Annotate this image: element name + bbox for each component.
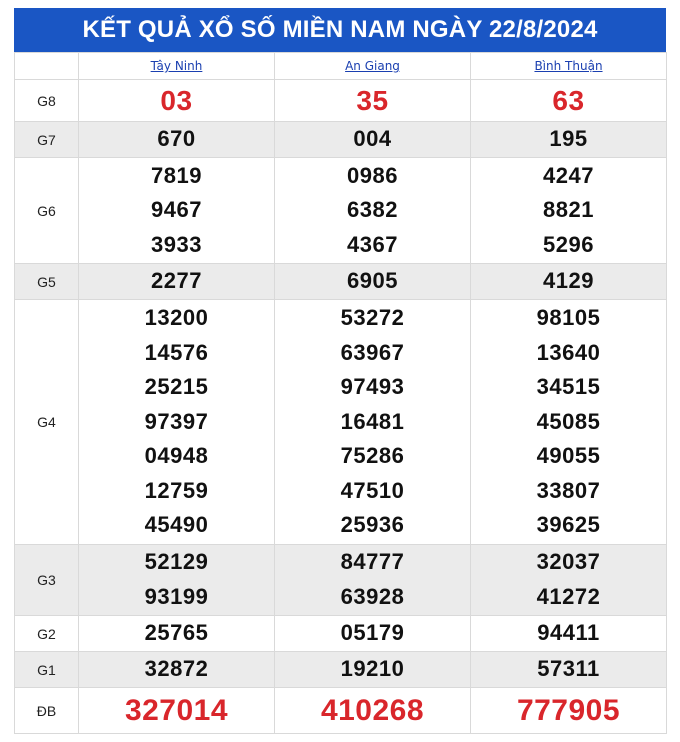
winning-number: 93199 [144,584,209,609]
province-link-tay-ninh[interactable]: Tây Ninh [150,59,203,73]
prize-result-cell [79,545,275,616]
winning-number: 004 [353,126,392,152]
winning-number: 25215 [144,374,209,400]
winning-number: 13200 [144,304,209,330]
prize-result-cell [471,122,667,158]
prize-result-cell [275,264,471,300]
winning-number: 04948 [144,443,209,469]
winning-number: 63928 [340,584,405,609]
winning-number: 6382 [347,197,398,223]
prize-result-cell [275,688,471,734]
prize-row [15,688,667,734]
winning-number: 33807 [536,477,601,503]
winning-number: 97493 [340,374,405,400]
prize-result-cell [275,158,471,264]
winning-number: 63967 [340,339,405,365]
prize-result-cell [275,652,471,688]
winning-number: 52129 [144,549,209,575]
winning-number: 6905 [347,268,398,294]
prize-row [15,652,667,688]
prize-result-cell [79,80,275,122]
page-title: KẾT QUẢ XỔ SỐ MIỀN NAM NGÀY 22/8/2024 [14,8,666,52]
prize-row [15,616,667,652]
winning-number: 41272 [536,584,601,609]
winning-number: 98105 [536,304,601,330]
prize-result-cell [79,300,275,545]
winning-number: 45490 [144,512,209,538]
prize-result-cell [275,545,471,616]
winning-number: 9467 [151,197,202,223]
province-header [275,53,471,80]
province-header [79,53,275,80]
winning-number: 16481 [340,408,405,434]
province-header [471,53,667,80]
prize-row [15,300,667,545]
prize-row [15,264,667,300]
prize-result-cell [79,652,275,688]
prize-label: G5 [15,264,79,300]
winning-number: 7819 [151,162,202,188]
winning-number: 4129 [543,268,594,294]
prize-label: G8 [15,80,79,122]
winning-number: 47510 [340,477,405,503]
winning-number: 45085 [536,408,601,434]
prize-result-cell [471,652,667,688]
winning-number: 3933 [151,231,202,257]
prize-result-cell [275,80,471,122]
prize-label: G7 [15,122,79,158]
winning-number: 05179 [340,620,405,646]
winning-number: 14576 [144,339,209,365]
winning-number: 12759 [144,477,209,503]
winning-number: 49055 [536,443,601,469]
winning-number: 57311 [537,656,600,682]
winning-number: 84777 [340,549,405,575]
prize-row [15,545,667,616]
prize-result-cell [79,616,275,652]
province-link-an-giang[interactable]: An Giang [345,59,400,73]
prize-label: ĐB [15,688,79,734]
prize-result-cell [79,158,275,264]
winning-number: 5296 [543,231,594,257]
winning-number: 327014 [124,693,229,727]
province-header-row [15,53,667,80]
winning-number: 39625 [536,512,601,538]
winning-number: 8821 [543,197,594,223]
winning-number: 25765 [144,620,209,646]
results-table [14,52,667,734]
prize-label: G3 [15,545,79,616]
winning-number: 32872 [144,656,209,682]
winning-number: 13640 [536,339,601,365]
prize-label: G6 [15,158,79,264]
prize-label: G1 [15,652,79,688]
prize-result-cell [471,616,667,652]
winning-number: 53272 [340,304,405,330]
winning-number: 94411 [537,620,600,646]
winning-number: 19210 [340,656,405,682]
winning-number: 34515 [536,374,601,400]
winning-number: 4247 [543,162,594,188]
prize-row [15,80,667,122]
winning-number: 0986 [347,162,398,188]
winning-number: 25936 [340,512,405,538]
winning-number: 63 [552,84,585,116]
prize-result-cell [471,80,667,122]
prize-result-cell [79,688,275,734]
winning-number: 195 [549,126,588,152]
prize-label: G2 [15,616,79,652]
winning-number: 2277 [151,268,202,294]
header-empty-cell [15,53,79,80]
prize-result-cell [275,616,471,652]
prize-result-cell [275,300,471,545]
prize-result-cell [79,122,275,158]
prize-result-cell [471,688,667,734]
prize-result-cell [471,300,667,545]
prize-label: G4 [15,300,79,545]
prize-row [15,158,667,264]
prize-result-cell [79,264,275,300]
winning-number: 777905 [516,693,621,727]
winning-number: 4367 [347,231,398,257]
winning-number: 670 [157,126,196,152]
winning-number: 32037 [536,549,601,575]
winning-number: 410268 [320,693,425,727]
prize-result-cell [471,264,667,300]
prize-result-cell [471,158,667,264]
winning-number: 35 [356,84,389,116]
winning-number: 75286 [340,443,405,469]
prize-result-cell [471,545,667,616]
province-link-binh-thuan[interactable]: Bình Thuận [534,59,603,73]
prize-result-cell [275,122,471,158]
winning-number: 97397 [144,408,209,434]
results-container [14,8,666,734]
prize-row [15,122,667,158]
winning-number: 03 [160,84,193,116]
